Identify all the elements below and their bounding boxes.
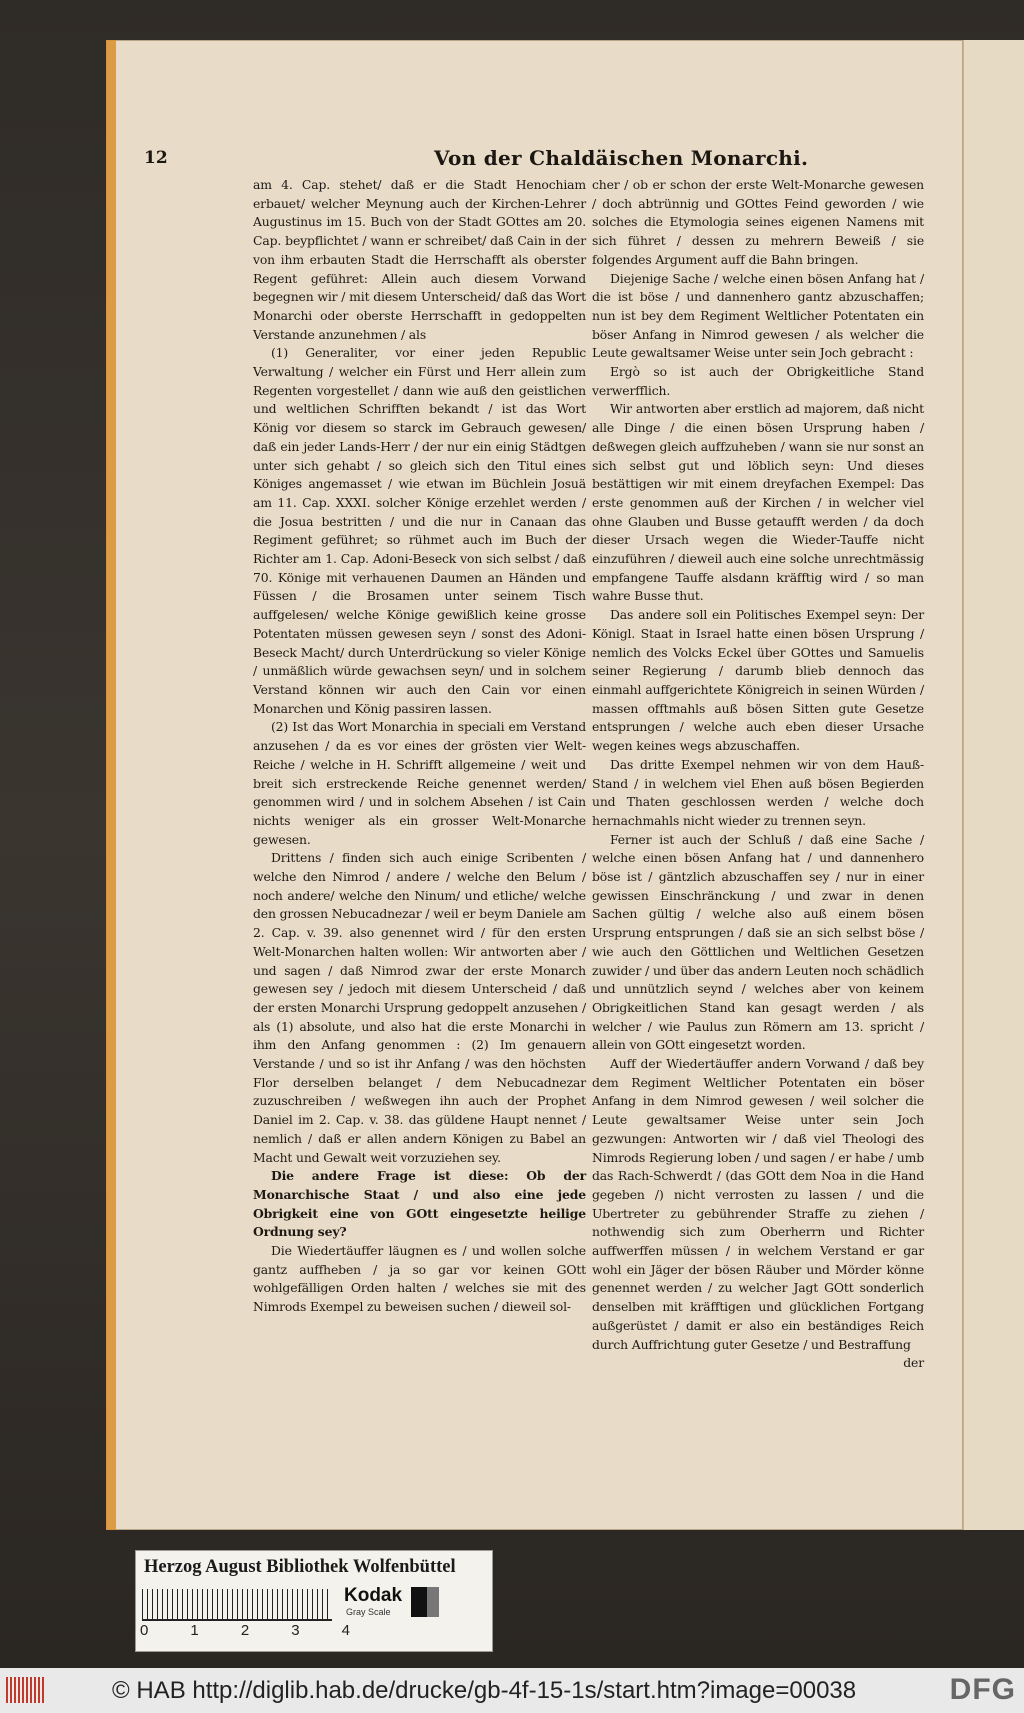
paragraph: Die Wiedertäuffer läugnen es / und wollen solche gantz auffheben / ja so gar vor keinen GOtt wohlgefälligen Orden halten / welches sie mit des Nimrods Exempel zu beweisen suchen / dieweil sol- (253, 1243, 586, 1315)
running-head: Von der Chaldäischen Monarchi. (434, 146, 809, 170)
tick-label: 3 (291, 1622, 300, 1639)
tick-label: 4 (341, 1622, 350, 1639)
kodak-logo: Kodak (344, 1585, 403, 1606)
paragraph: Ferner ist auch der Schluß / daß eine Sache / welche einen bösen Anfang hat / und dannenhero böse ist / gäntzlich abzuschaffen sey / nur in einer gewissen Einschränckung / und zwar in denen Sachen gültig / welche also auß einem bösen Ursprung entsprungen / daß sie an sich selbst böse / wie auch den Göttlichen und Weltlichen Gesetzen zuwider / und über das andern Leuten noch schädlich und unnützlich seynd / welches aber von keinem Obrigkeitlichen Stand kan gesagt werden / als welcher / wie Paulus zun Römern am 13. spricht / allein von GOtt eingesetzt worden. (592, 831, 924, 1053)
barcode-icon (6, 1677, 46, 1703)
page-edge (106, 40, 116, 1530)
gray-scale-label: Gray Scale (346, 1607, 391, 1617)
paragraph: Drittens / finden sich auch einige Scribenten / welche den Nimrod / andere / welche den Belum / noch andere/ welche den Ninum/ und etliche/ welche den grossen Nebucadnezar / weil er beym Daniele am 2. Cap. v. 39. also genennet wird / für den ersten Welt-Monarchen halten wollen: Wir antworten aber / und sagen / daß Nimrod zwar der erste Monarch gewesen sey / jedoch mit diesem Unterscheid / daß der ersten Monarchi Ursprung gedoppelt anzusehen / als (1) absolute, und also hat die erste Monarchi in ihm den Anfang genommen : (2) Im genauern Verstande / und so ist ihr Anfang / was den höchsten Flor derselben belanget / dem Nebucadnezar zuzuschreiben / weßwegen ihn auch der Prophet Daniel im 2. Cap. v. 38. das güldene Haupt nennet / nemlich / daß er allen andern Königen zu Babel an Macht und Gewalt weit vorzuziehen sey. (253, 850, 586, 1165)
paragraph: (1) Generaliter, vor einer jeden Republic Verwaltung / welcher ein Fürst und Herr allein zum Regenten vorgestellet / dann wie auß den geistlichen und weltlichen Schrifften bekandt / ist das Wort König vor diesem so starck im Gebrauch gewesen/ daß ein jeder Lands-Herr / der nur ein einig Städtgen unter sich gehabt / so gleich sich den Titul eines Königes angemasset / wie etwan im Büchlein Josuä am 11. Cap. XXXI. solcher Könige erzehlet werden / die Josua bestritten / und die nur in Canaan das Regiment geführet; so rühmet auch im Buch der Richter am 1. Cap. Adoni-Beseck von sich selbst / daß 70. Könige mit verhauenen Daumen an Händen und Füssen / die Brosamen unter seinem Tisch auffgelesen/ welche Könige gewißlich keine grosse Potentaten müssen gewesen seyn / sonst des Adoni-Beseck Macht/ durch Unterdrückung so vieler Könige / unmäßlich würde gewachsen seyn/ und in solchem Verstand können wir auch den Cain vor einen Monarchen und König passiren lassen. (253, 345, 586, 716)
gray-scale-card (135, 1550, 493, 1652)
page-number: 12 (144, 148, 168, 168)
source-url[interactable]: © HAB http://diglib.hab.de/drucke/gb-4f-15-1s/start.htm?image=00038 (112, 1677, 857, 1704)
ruler-icon (142, 1589, 332, 1619)
paragraph: (2) Ist das Wort Monarchia in speciali em Verstand anzusehen / da es vor eines der grösten vier Welt-Reiche / welche in H. Schrifft allgemeine / weit und breit sich erstreckende Reiche genennet werden/ genommen wird / und in solchem Absehen / ist Cain nichts weniger als ein grosser Welt-Monarche gewesen. (253, 719, 586, 847)
catchword: der (903, 1355, 924, 1371)
tick-label: 0 (140, 1622, 149, 1639)
tick-label: 1 (190, 1622, 199, 1639)
library-name: Herzog August Bibliothek Wolfenbüttel (144, 1557, 456, 1577)
footer-bar (0, 1668, 1024, 1713)
paragraph: Auff der Wiedertäuffer andern Vorwand / daß bey dem Regiment Weltlicher Potentaten ein böser Anfang in dem Nimrod gewesen / weil solcher die Leute gewaltsamer Weise unter sein Joch gezwungen: Antworten wir / daß viel Theologi des Nimrods Regierung loben / und sagen / er habe / umb das Rach-Schwerdt / (das GOtt dem Noa in die Hand gegeben /) nicht verrosten zu lassen / und die Ubertreter zu gebührender Straffe zu ziehen / nothwendig sich zum Oberherrn und Richter auffwerffen müssen / in welchem Verstand er gar wohl ein Jäger der bösen Räuber und Mörder könne genennet werden / zu welcher Jagt GOtt sonderlich denselben mit kräfftigen und glücklichen Fortgang außgerüstet / damit er also ein beständiges Reich durch Auffrichtung guter Gesetze / und Bestraffung (592, 1056, 924, 1352)
paragraph: Das andere soll ein Politisches Exempel seyn: Der Königl. Staat in Israel hatte einen bösen Ursprung / nemlich des Volcks Eckel über GOttes und Samuelis seiner Regierung / darumb blieb dennoch das einmahl auffgerichtete Königreich in seinen Würden / massen offtmahls auß bösen Sitten gute Gesetze entsprungen / welche auch eben dieser Ursache wegen keines wegs abzuschaffen. (592, 607, 924, 754)
paragraph: Diejenige Sache / welche einen bösen Anfang hat / die ist böse / und dannenhero gantz abzuschaffen; nun ist bey dem Regiment Weltlicher Potentaten ein böser Anfang in Nimrod gewesen / als welcher die Leute gewaltsamer Weise unter sein Joch gebracht : (592, 270, 924, 361)
ruler-baseline (142, 1619, 332, 1621)
paragraph: cher / ob er schon der erste Welt-Monarche gewesen / doch abtrünnig und GOttes Feind geworden / wie solches die Etymologia seines eigenen Namens mit sich führet / dessen zu mehrern Beweiß / sie folgendes Argument auff die Bahn bringen. (592, 177, 924, 267)
left-column (253, 176, 586, 1317)
gray-swatch-mid (427, 1587, 439, 1617)
dfg-logo: DFG (949, 1673, 1016, 1706)
paragraph: Ergò so ist auch der Obrigkeitliche Stand verwerfflich. (592, 364, 924, 398)
gray-swatch-dark (411, 1587, 427, 1617)
paragraph: Wir antworten aber erstlich ad majorem, daß nicht alle Dinge / die einen bösen Ursprung haben / deßwegen gleich auffzuheben / wann sie nur sonst an sich selbst gut und löblich seyn: Und dieses bestättigen wir mit einem dreyfachen Exempel: Das erste genommen auß der Kirchen / in welcher viel ohne Glauben und Busse getaufft werden / da doch dieser Ursach wegen die Wieder-Tauffe nicht einzuführen / dieweil auch eine solche unrechtmässig empfangene Tauffe alsdann kräfftig wird / so man wahre Busse thut. (592, 401, 924, 604)
right-column (592, 176, 924, 1373)
ruler-ticks (140, 1622, 350, 1639)
question-paragraph: Die andere Frage ist diese: Ob der Monarchische Staat / und also eine jede Obrigkeit eine von GOtt eingesetzte heilige Ordnung sey? (253, 1168, 586, 1240)
paragraph: am 4. Cap. stehet/ daß er die Stadt Henochiam erbauet/ welcher Meynung auch der Kirchen-Lehrer Augustinus im 15. Buch von der Stadt GOttes am 20. Cap. beypflichtet / wann er schreibet/ daß Cain in der von ihm erbauten Stadt die Herrschafft als oberster Regent geführet: Allein auch diesem Vorwand begegnen wir / mit diesem Unterscheid/ daß das Wort Monarchi oder oberste Herrschafft in gedoppelten Verstande anzunehmen / als (253, 177, 586, 342)
paragraph: Das dritte Exempel nehmen wir von dem Hauß-Stand / in welchem viel Ehen auß bösen Begierden und Thaten geschlossen werden / welche doch hernachmahls nicht wieder zu trennen seyn. (592, 756, 924, 828)
page-header (144, 146, 932, 174)
tick-label: 2 (240, 1622, 250, 1639)
facing-page-edge (963, 40, 1024, 1530)
